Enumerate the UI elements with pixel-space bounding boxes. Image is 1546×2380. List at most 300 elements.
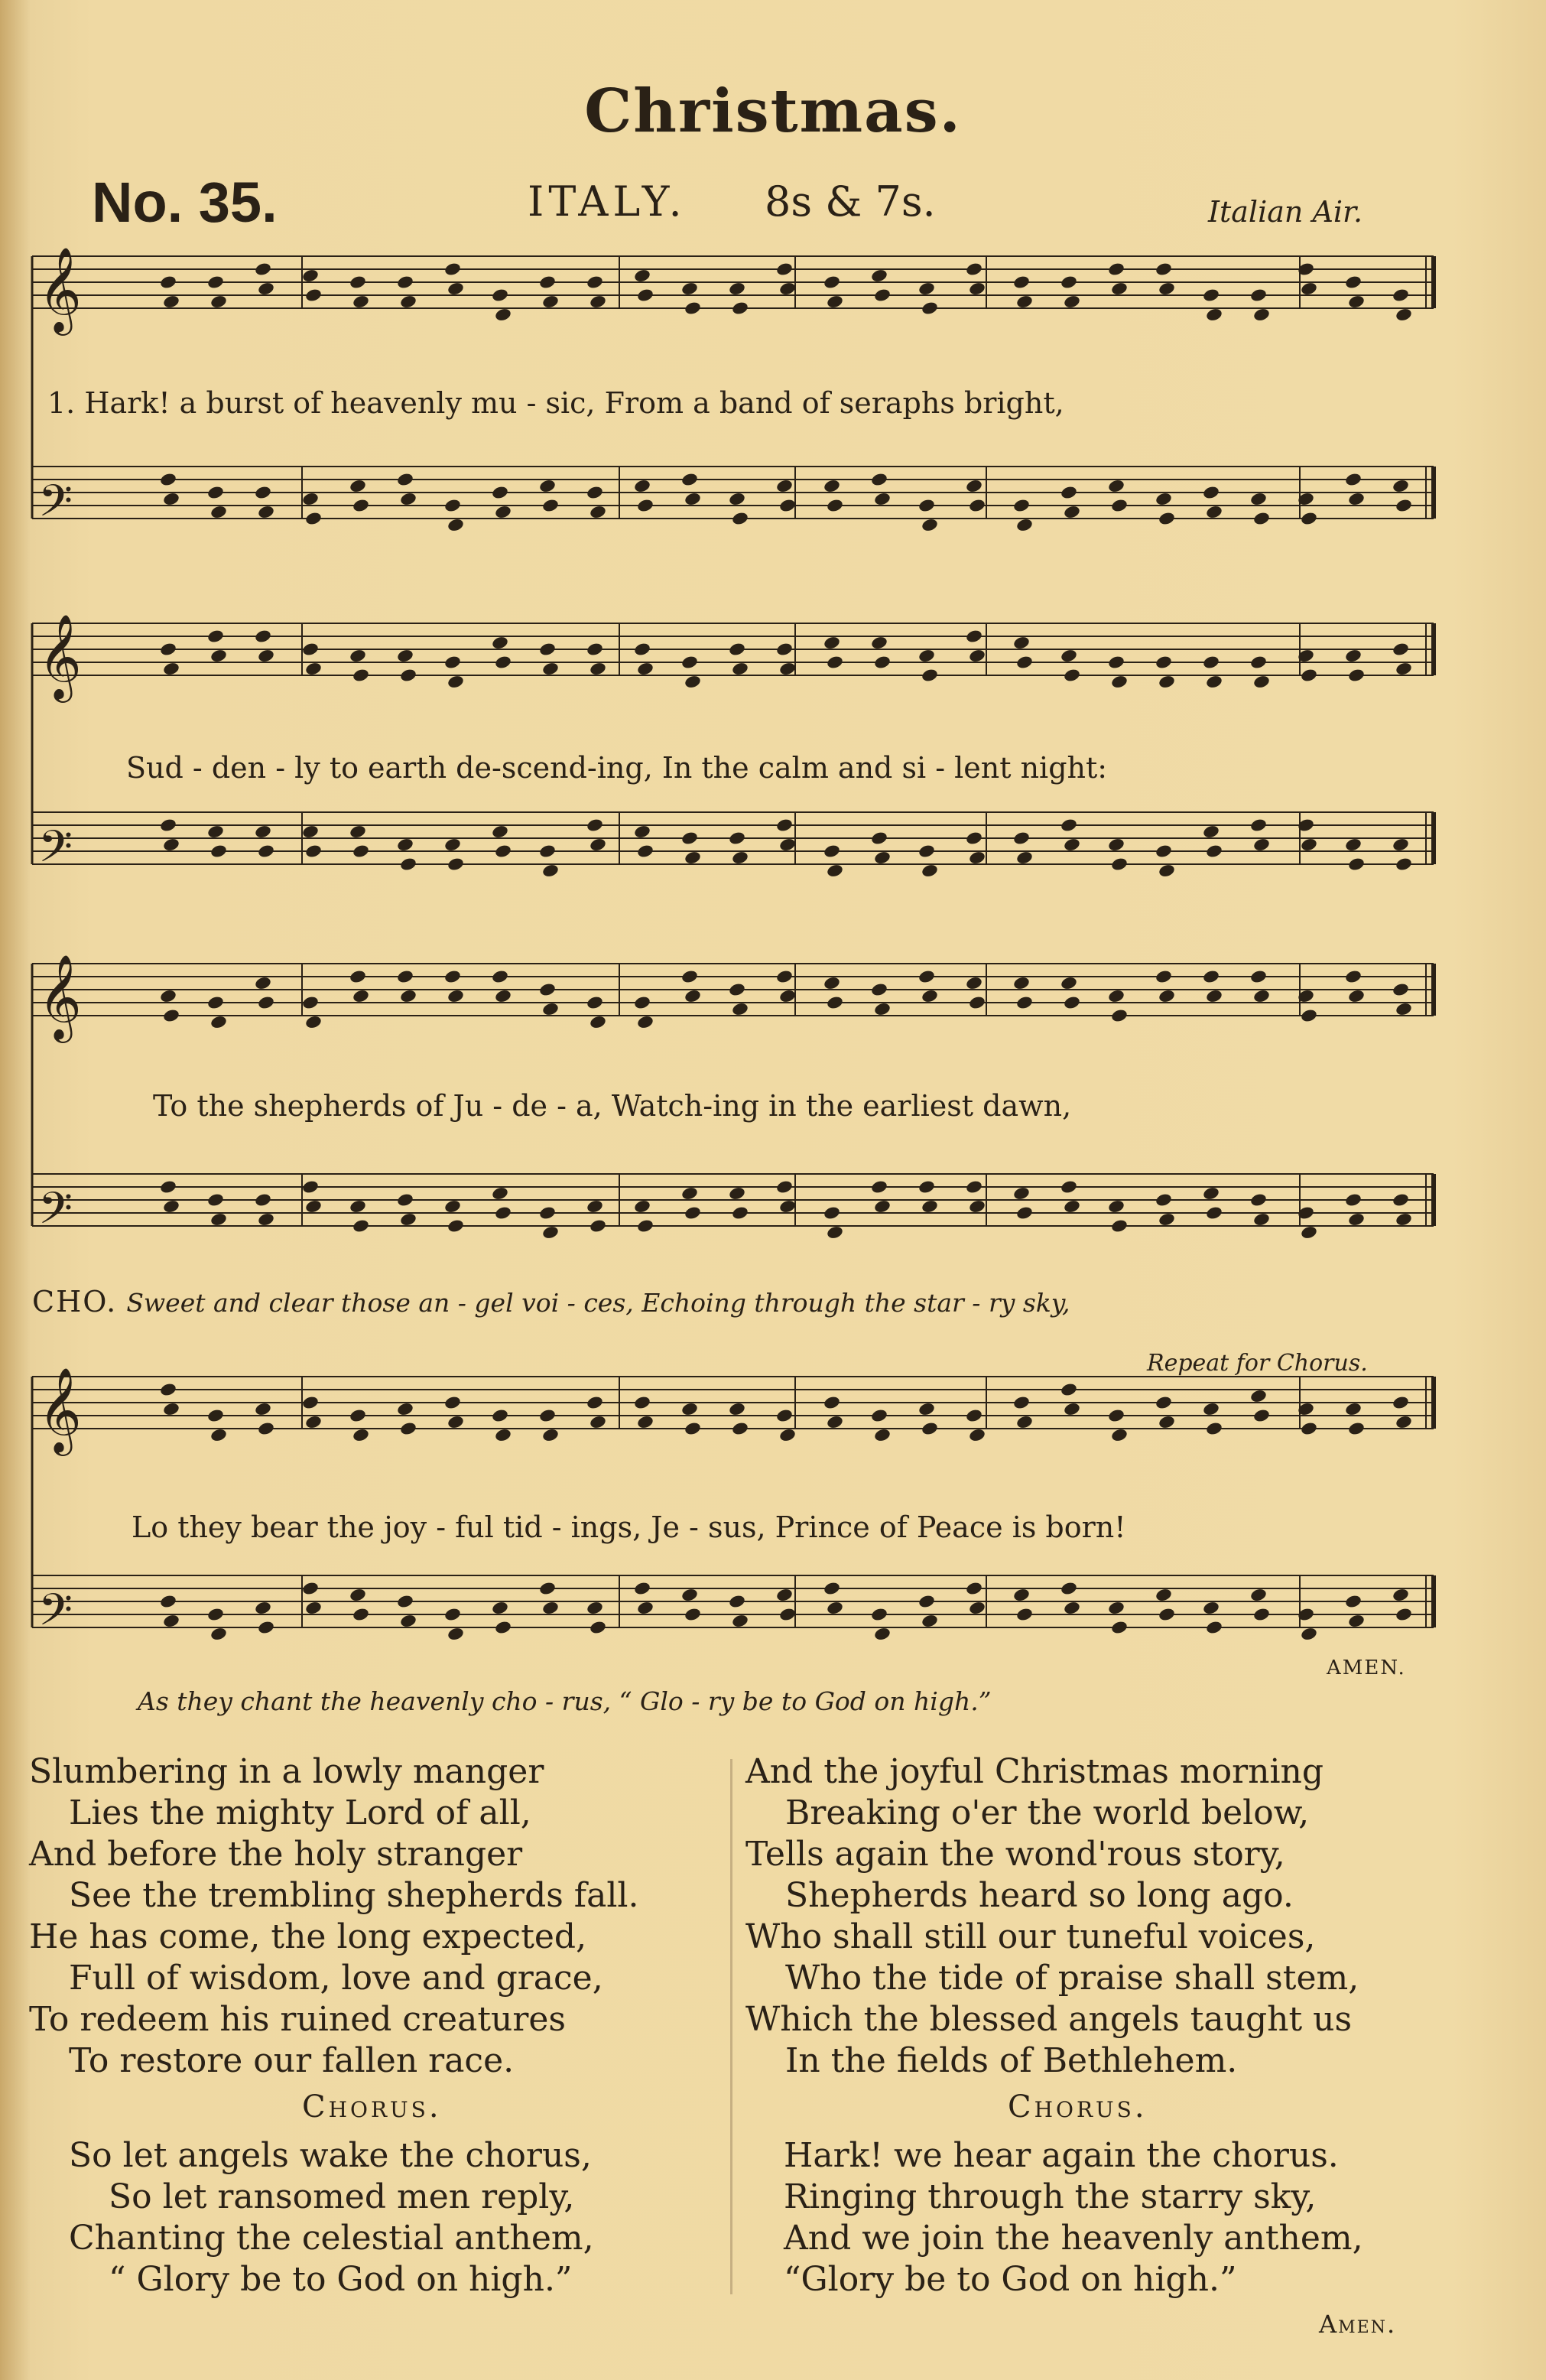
chorus-right-heading: Chorus.	[1008, 2089, 1148, 2125]
note-head	[728, 492, 746, 507]
note-head	[921, 668, 939, 683]
note-head	[1107, 1408, 1125, 1423]
note-head	[352, 668, 370, 683]
note-head	[254, 1402, 272, 1417]
note-head	[443, 1607, 462, 1622]
note-head	[206, 629, 225, 644]
note-head	[1107, 1199, 1125, 1214]
note-head	[778, 281, 797, 297]
chorus-left-line: So let ransomed men reply,	[109, 2177, 575, 2216]
note-head	[396, 837, 414, 853]
note-head	[491, 1408, 509, 1423]
note-head	[301, 1395, 320, 1410]
note-head	[1012, 636, 1031, 651]
chorus-left	[69, 2135, 594, 2300]
note-head	[1158, 989, 1176, 1004]
note-head	[965, 262, 983, 277]
note-head	[1252, 837, 1271, 853]
note-head	[491, 288, 509, 303]
note-head	[1012, 275, 1031, 290]
note-head	[1155, 655, 1173, 670]
note-head	[399, 1421, 417, 1436]
note-head	[778, 989, 797, 1004]
note-head	[396, 1192, 414, 1208]
note-head	[206, 995, 225, 1010]
note-head	[443, 1395, 462, 1410]
note-head	[873, 1002, 892, 1017]
note-head	[396, 1402, 414, 1417]
note-head	[731, 511, 749, 526]
note-head	[349, 824, 367, 840]
chorus-right-line: “Glory be to God on high.”	[784, 2260, 1237, 2299]
note-head	[921, 301, 939, 316]
note-head	[965, 629, 983, 644]
note-head	[1252, 511, 1271, 526]
note-head	[1392, 479, 1410, 494]
clef-glyph: 𝄞	[38, 246, 82, 332]
note-head	[1110, 498, 1129, 513]
note-head	[352, 1428, 370, 1443]
note-head	[633, 1581, 651, 1596]
note-head	[352, 989, 370, 1004]
note-head	[775, 642, 794, 657]
note-head	[873, 1199, 892, 1214]
note-head	[491, 824, 509, 840]
note-head	[1107, 262, 1125, 277]
chorus-right	[784, 2135, 1363, 2300]
note-head	[775, 1588, 794, 1603]
note-head	[684, 1607, 702, 1622]
verse-left-line: He has come, the long expected,	[29, 1917, 587, 1956]
note-head	[399, 492, 417, 507]
note-head	[301, 492, 320, 507]
note-head	[1107, 479, 1125, 494]
note-head	[538, 275, 557, 290]
note-head	[921, 1614, 939, 1629]
note-head	[1395, 1002, 1413, 1017]
note-head	[538, 1581, 557, 1596]
note-head	[775, 262, 794, 277]
note-head	[870, 472, 888, 487]
note-head	[586, 1199, 604, 1214]
clef-glyph: 𝄞	[38, 613, 82, 699]
note-head	[921, 1199, 939, 1214]
note-head	[538, 479, 557, 494]
clef-glyph: 𝄢	[38, 475, 73, 538]
note-head	[396, 1594, 414, 1609]
note-head	[304, 1601, 323, 1616]
note-head	[494, 1205, 512, 1221]
note-head	[159, 472, 177, 487]
note-head	[870, 1179, 888, 1195]
note-head	[728, 1186, 746, 1201]
note-head	[1110, 857, 1129, 872]
note-head	[589, 662, 607, 677]
note-head	[1158, 1607, 1176, 1622]
note-head	[399, 1212, 417, 1227]
note-head	[1063, 1601, 1081, 1616]
chorus-left-line: “ Glory be to God on high.”	[109, 2260, 573, 2299]
note-head	[870, 636, 888, 651]
note-head	[447, 1415, 465, 1430]
note-head	[728, 1402, 746, 1417]
note-head	[494, 505, 512, 520]
note-head	[921, 518, 939, 533]
note-head	[680, 1402, 699, 1417]
note-head	[541, 294, 560, 310]
note-head	[349, 275, 367, 290]
note-head	[1063, 505, 1081, 520]
note-head	[918, 498, 936, 513]
note-head	[778, 1199, 797, 1214]
note-head	[684, 1421, 702, 1436]
note-head	[1110, 1620, 1129, 1635]
note-head	[680, 831, 699, 846]
note-head	[1347, 1212, 1366, 1227]
note-head	[1395, 1607, 1413, 1622]
chorus-label: CHO.	[32, 1285, 118, 1318]
note-head	[443, 655, 462, 670]
note-head	[1015, 850, 1034, 866]
verse-right	[745, 1751, 1359, 2082]
note-head	[1347, 492, 1366, 507]
note-head	[680, 472, 699, 487]
note-head	[447, 281, 465, 297]
chorus-right-line: Hark! we hear again the chorus.	[784, 2136, 1339, 2175]
note-head	[206, 824, 225, 840]
note-head	[1015, 1607, 1034, 1622]
note-head	[257, 1421, 275, 1436]
note-head	[636, 844, 654, 859]
note-head	[823, 976, 841, 991]
verse-left	[29, 1751, 638, 2082]
note-head	[633, 1395, 651, 1410]
note-head	[775, 1179, 794, 1195]
note-head	[1155, 969, 1173, 984]
note-head	[257, 649, 275, 664]
note-head	[206, 1408, 225, 1423]
note-head	[1015, 294, 1034, 310]
hymn-meter: 8s & 7s.	[765, 177, 936, 226]
note-head	[304, 288, 323, 303]
note-head	[254, 485, 272, 500]
note-head	[965, 1179, 983, 1195]
note-head	[680, 1588, 699, 1603]
note-head	[684, 301, 702, 316]
note-head	[491, 1186, 509, 1201]
note-head	[447, 675, 465, 690]
note-head	[1344, 1192, 1362, 1208]
note-head	[349, 969, 367, 984]
note-head	[1063, 294, 1081, 310]
note-head	[589, 1620, 607, 1635]
chorus-lyric-line-2: As they chant the heavenly cho - rus, “ Glo - ry be to God on high.”	[138, 1686, 992, 1716]
note-head	[162, 837, 180, 853]
note-head	[447, 857, 465, 872]
note-head	[1249, 288, 1268, 303]
note-head	[257, 505, 275, 520]
clef-glyph: 𝄢	[38, 1584, 73, 1647]
note-head	[918, 281, 936, 297]
note-head	[1300, 1627, 1318, 1642]
note-head	[823, 1581, 841, 1596]
note-head	[304, 1415, 323, 1430]
note-head	[304, 1015, 323, 1030]
note-head	[1344, 1402, 1362, 1417]
note-head	[494, 307, 512, 323]
note-head	[1252, 675, 1271, 690]
note-head	[162, 492, 180, 507]
page-title: Christmas.	[584, 76, 962, 146]
lyric-line-1: 1. Hark! a burst of heavenly mu - sic, From a band of seraphs bright,	[47, 386, 1064, 420]
chorus-left-line: Chanting the celestial anthem,	[69, 2219, 594, 2258]
chorus-left-line: So let angels wake the chorus,	[69, 2136, 592, 2175]
note-head	[162, 1008, 180, 1023]
note-head	[206, 1607, 225, 1622]
note-head	[541, 1601, 560, 1616]
verse-right-line: Shepherds heard so long ago.	[785, 1876, 1294, 1915]
note-head	[684, 492, 702, 507]
note-head	[968, 1601, 986, 1616]
note-head	[1107, 655, 1125, 670]
note-head	[209, 1627, 228, 1642]
note-head	[731, 850, 749, 866]
note-head	[731, 301, 749, 316]
verse-right-line: And the joyful Christmas morning	[745, 1752, 1324, 1791]
note-head	[589, 1015, 607, 1030]
note-head	[396, 969, 414, 984]
note-head	[1110, 675, 1129, 690]
note-head	[1063, 1199, 1081, 1214]
note-head	[209, 1015, 228, 1030]
note-head	[1392, 982, 1410, 997]
note-head	[209, 844, 228, 859]
note-head	[870, 268, 888, 284]
lyric-line-3: To the shepherds of Ju - de - a, Watch-ing in the earliest dawn,	[153, 1089, 1072, 1123]
note-head	[1249, 492, 1268, 507]
note-head	[1063, 995, 1081, 1010]
note-head	[870, 1607, 888, 1622]
note-head	[206, 485, 225, 500]
note-head	[1202, 655, 1220, 670]
note-head	[352, 294, 370, 310]
note-head	[968, 995, 986, 1010]
note-head	[731, 1002, 749, 1017]
note-head	[684, 675, 702, 690]
note-head	[1158, 1415, 1176, 1430]
note-head	[1202, 1402, 1220, 1417]
note-head	[636, 1601, 654, 1616]
note-head	[399, 294, 417, 310]
note-head	[301, 1179, 320, 1195]
note-head	[1063, 668, 1081, 683]
verse-left-line: Slumbering in a lowly manger	[29, 1752, 544, 1791]
note-head	[1202, 1601, 1220, 1616]
note-head	[1155, 262, 1173, 277]
note-head	[918, 649, 936, 664]
note-head	[541, 1428, 560, 1443]
note-head	[968, 498, 986, 513]
note-head	[775, 818, 794, 833]
verse-right-line: Who the tide of praise shall stem,	[785, 1959, 1359, 1998]
note-head	[494, 1428, 512, 1443]
note-head	[680, 969, 699, 984]
note-head	[1300, 511, 1318, 526]
note-head	[1205, 505, 1223, 520]
note-head	[1155, 492, 1173, 507]
note-head	[1300, 1225, 1318, 1240]
note-head	[491, 485, 509, 500]
note-head	[636, 1218, 654, 1234]
note-head	[921, 989, 939, 1004]
note-head	[778, 1428, 797, 1443]
note-head	[443, 498, 462, 513]
note-head	[1107, 837, 1125, 853]
note-head	[1015, 655, 1034, 670]
note-head	[1110, 1218, 1129, 1234]
note-head	[728, 831, 746, 846]
chorus-right-line: Ringing through the starry sky,	[784, 2177, 1317, 2216]
note-head	[728, 1594, 746, 1609]
note-head	[1205, 675, 1223, 690]
note-head	[1205, 307, 1223, 323]
note-head	[254, 1601, 272, 1616]
note-head	[680, 655, 699, 670]
hymn-number: No. 35.	[92, 171, 278, 234]
note-head	[206, 275, 225, 290]
note-head	[728, 642, 746, 657]
note-head	[1110, 1008, 1129, 1023]
note-head	[1158, 863, 1176, 879]
note-head	[538, 1408, 557, 1423]
note-head	[918, 969, 936, 984]
note-head	[399, 668, 417, 683]
note-head	[494, 655, 512, 670]
note-head	[1060, 976, 1078, 991]
note-head	[1202, 969, 1220, 984]
note-head	[1060, 1179, 1078, 1195]
note-head	[728, 281, 746, 297]
note-head	[349, 649, 367, 664]
chorus-left-heading: Chorus.	[302, 2089, 442, 2125]
verse-left-line: Lies the mighty Lord of all,	[69, 1793, 531, 1832]
note-head	[589, 1218, 607, 1234]
note-head	[775, 479, 794, 494]
note-head	[636, 1015, 654, 1030]
note-head	[589, 294, 607, 310]
note-head	[965, 1581, 983, 1596]
note-head	[1395, 1415, 1413, 1430]
note-head	[257, 1620, 275, 1635]
note-head	[1392, 1192, 1410, 1208]
note-head	[162, 294, 180, 310]
note-head	[301, 268, 320, 284]
note-head	[1392, 1588, 1410, 1603]
chorus-right-line: And we join the heavenly anthem,	[784, 2219, 1363, 2258]
note-head	[1015, 995, 1034, 1010]
note-head	[586, 995, 604, 1010]
note-head	[352, 498, 370, 513]
note-head	[447, 518, 465, 533]
tune-name: ITALY.	[528, 177, 687, 226]
note-head	[633, 995, 651, 1010]
note-head	[1155, 1588, 1173, 1603]
note-head	[633, 268, 651, 284]
note-head	[1249, 1389, 1268, 1404]
note-head	[968, 281, 986, 297]
note-head	[823, 636, 841, 651]
note-head	[1015, 1205, 1034, 1221]
note-head	[775, 1408, 794, 1423]
note-head	[1012, 1588, 1031, 1603]
verse-left-line: To restore our fallen race.	[69, 2041, 515, 2080]
note-head	[1205, 1620, 1223, 1635]
note-head	[443, 969, 462, 984]
note-head	[684, 850, 702, 866]
note-head	[1395, 662, 1413, 677]
note-head	[1249, 818, 1268, 833]
note-head	[1012, 1186, 1031, 1201]
note-head	[159, 642, 177, 657]
chorus-lyric-text-1: Sweet and clear those an - gel voi - ces, Echoing through the star - ry sky,	[126, 1288, 1070, 1318]
verse-left-line: And before the holy stranger	[29, 1835, 523, 1874]
note-head	[823, 1395, 841, 1410]
note-head	[209, 649, 228, 664]
note-head	[589, 505, 607, 520]
score-amen: AMEN.	[1327, 1657, 1406, 1679]
note-head	[1012, 498, 1031, 513]
note-head	[1205, 989, 1223, 1004]
note-head	[778, 837, 797, 853]
note-head	[731, 1614, 749, 1629]
note-head	[1155, 1395, 1173, 1410]
note-head	[159, 275, 177, 290]
note-head	[586, 1601, 604, 1616]
note-head	[636, 498, 654, 513]
note-head	[1392, 642, 1410, 657]
note-head	[586, 818, 604, 833]
note-head	[541, 662, 560, 677]
note-head	[541, 1002, 560, 1017]
column-divider	[730, 1759, 732, 2294]
note-head	[209, 1212, 228, 1227]
note-head	[965, 479, 983, 494]
note-head	[1252, 1212, 1271, 1227]
note-head	[826, 1225, 844, 1240]
note-head	[1015, 518, 1034, 533]
note-head	[162, 1199, 180, 1214]
note-head	[684, 1205, 702, 1221]
note-head	[162, 1614, 180, 1629]
note-head	[1012, 1395, 1031, 1410]
note-head	[873, 655, 892, 670]
note-head	[257, 281, 275, 297]
note-head	[1392, 1395, 1410, 1410]
note-head	[1249, 1192, 1268, 1208]
note-head	[159, 818, 177, 833]
note-head	[1300, 837, 1318, 853]
note-head	[586, 1395, 604, 1410]
note-head	[1249, 969, 1268, 984]
note-head	[873, 850, 892, 866]
note-head	[1158, 511, 1176, 526]
note-head	[823, 479, 841, 494]
tune-source: Italian Air.	[1208, 195, 1363, 229]
note-head	[586, 485, 604, 500]
note-head	[1344, 1594, 1362, 1609]
note-head	[1202, 824, 1220, 840]
note-head	[443, 837, 462, 853]
